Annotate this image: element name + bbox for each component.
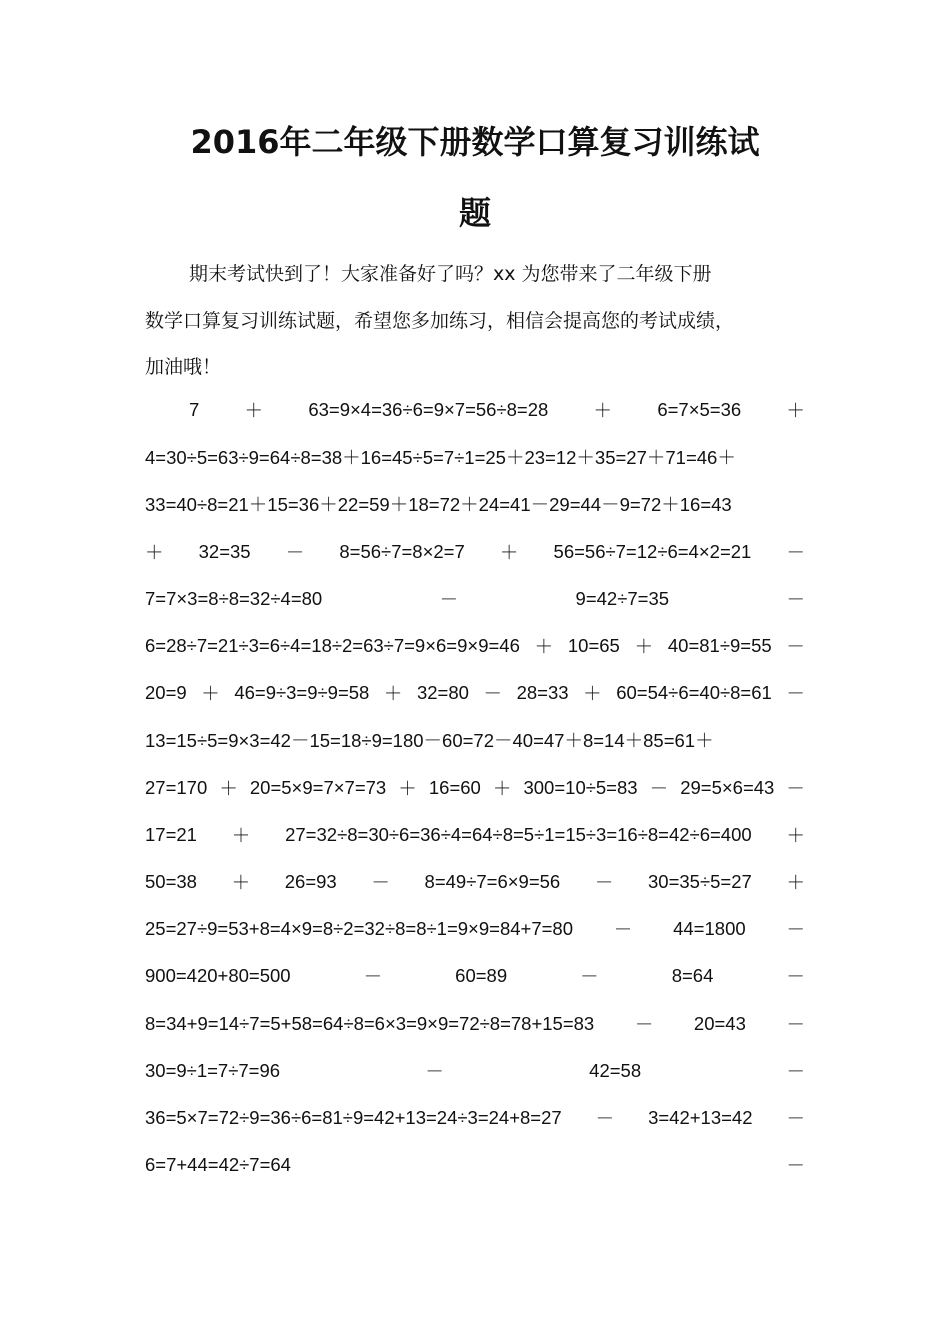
exercise-token: ＋ (145, 541, 164, 563)
exercise-token: － (786, 588, 805, 610)
exercise-token: 3=42+13=42 (648, 1107, 753, 1128)
exercise-token: － (786, 1108, 805, 1129)
exercise-token: － (786, 1013, 805, 1035)
exercise-token: 29=5×6=43 (680, 776, 775, 798)
exercise-token: 46=9÷3=9÷9=58 (234, 682, 370, 704)
exercise-token: 32=80 (416, 682, 469, 704)
exercise-row (145, 1105, 805, 1131)
exercise-token: ＋ (244, 400, 264, 421)
intro-paragraph-line: 加油哦！ (145, 356, 222, 378)
exercise-token: 30=9÷1=7÷7=96 (145, 1059, 281, 1081)
exercise-row (145, 963, 805, 989)
exercise-row (145, 1152, 805, 1178)
exercise-token: 60=54÷6=40÷8=61 (616, 682, 772, 704)
exercise-token: ＋ (593, 400, 613, 421)
exercise-token: 40=81÷9=55 (667, 635, 772, 656)
exercise-token: 17=21 (145, 823, 197, 845)
exercise-token: 8=49÷7=6×9=56 (424, 871, 561, 892)
exercise-token: ＋ (786, 872, 805, 893)
exercise-token: 56=56÷7=12÷6=4×2=21 (553, 540, 752, 562)
exercise-token: ＋ (534, 636, 554, 657)
exercise-row (189, 397, 805, 423)
exercise-row (145, 822, 805, 848)
exercise-token: － (786, 777, 805, 799)
exercise-token: ＋ (786, 400, 805, 421)
exercise-token: 8=64 (671, 965, 714, 987)
exercise-token: ＋ (201, 683, 220, 705)
exercise-token: 44=1800 (673, 918, 746, 940)
exercise-token: － (439, 588, 459, 610)
exercise-row (145, 444, 805, 470)
exercise-token: 8=56÷7=8×2=7 (339, 540, 465, 562)
exercise-token: 8=34+9=14÷7=5+58=64÷8=6×3=9×9=72÷8=78+15=83 (145, 1012, 595, 1034)
exercise-token: 16=60 (428, 776, 481, 798)
exercise-token: 4=30÷5=63÷9=64÷8=38＋16=45÷5=7÷1=25＋23=12＋35=27＋71=46＋ (145, 447, 736, 469)
exercise-token: － (371, 872, 390, 893)
exercise-row (145, 491, 805, 517)
exercise-token: ＋ (231, 872, 251, 893)
exercise-token: 20=5×9=7×7=73 (249, 776, 387, 798)
exercise-token: 27=32÷8=30÷6=36÷4=64÷8=5÷1=15÷3=16÷8=42÷6=400 (285, 823, 752, 845)
exercise-row (145, 727, 805, 753)
exercise-row (145, 869, 805, 895)
document-title-continued: 题 (458, 194, 491, 232)
exercise-token: － (363, 966, 383, 988)
exercise-row (145, 586, 805, 612)
document-title: 2016年二年级下册数学口算复习训练试 (190, 123, 760, 161)
exercise-row (145, 1011, 805, 1037)
exercise-token: 60=89 (455, 965, 508, 987)
exercise-token: 33=40÷8=21＋15=36＋22=59＋18=72＋24=41－29=44－9=72＋16=43 (145, 494, 732, 516)
exercise-token: 25=27÷9=53+8=4×9=8÷2=32÷8=8÷1=9×9=84+7=80 (145, 918, 573, 940)
exercise-token: 63=9×4=36÷6=9×7=56÷8=28 (308, 399, 549, 420)
exercise-token: － (634, 1013, 654, 1035)
exercise-token: ＋ (398, 777, 417, 799)
exercise-token: － (483, 683, 503, 705)
exercise-token: － (786, 683, 805, 705)
exercise-token: － (580, 966, 599, 988)
exercise-token: 13=15÷5=9×3=42－15=18÷9=180－60=72－40=47＋8=14＋85=61＋ (145, 730, 714, 752)
exercise-token: － (786, 541, 805, 563)
exercise-token: 10=65 (567, 635, 620, 656)
exercise-token: 32=35 (198, 540, 251, 562)
exercise-token: ＋ (786, 824, 805, 846)
exercise-token: 50=38 (145, 871, 197, 892)
exercise-token: － (786, 1155, 805, 1177)
exercise-token: 6=7×5=36 (657, 399, 742, 420)
exercise-token: － (786, 636, 805, 657)
exercise-token: － (594, 872, 614, 893)
exercise-token: 30=35÷5=27 (648, 871, 752, 892)
exercise-token: ＋ (231, 824, 251, 846)
exercise-row (145, 775, 805, 801)
exercise-row (145, 916, 805, 942)
exercise-token: 36=5×7=72÷9=36÷6=81÷9=42+13=24÷3=24+8=27 (145, 1107, 562, 1128)
exercise-row (145, 633, 805, 659)
exercise-token: 28=33 (516, 682, 569, 704)
exercise-token: 7=7×3=8÷8=32÷4=80 (145, 587, 323, 609)
exercise-token: 6=28÷7=21÷3=6÷4=18÷2=63÷7=9×6=9×9=46 (145, 635, 520, 656)
exercise-token: 26=93 (284, 871, 337, 892)
exercise-token: － (786, 966, 805, 988)
exercise-token: 6=7+44=42÷7=64 (145, 1154, 291, 1176)
exercise-token: 900=420+80=500 (145, 965, 291, 987)
exercise-row (145, 539, 805, 565)
exercise-token: － (649, 777, 669, 799)
exercise-token: － (595, 1108, 615, 1129)
intro-paragraph-line: 期末考试快到了！大家准备好了吗？xx 为您带来了二年级下册 (189, 263, 712, 285)
exercise-token: 9=42÷7=35 (575, 587, 670, 609)
exercise-token: ＋ (583, 683, 602, 705)
exercise-token: 7 (189, 399, 200, 420)
exercise-token: 20=43 (693, 1012, 746, 1034)
exercise-token: ＋ (219, 777, 238, 799)
exercise-token: － (613, 919, 633, 941)
exercise-token: － (425, 1060, 444, 1082)
exercise-token: － (786, 1060, 805, 1082)
exercise-token: ＋ (499, 541, 519, 563)
exercise-token: ＋ (492, 777, 512, 799)
exercise-row (145, 1058, 805, 1084)
exercise-token: ＋ (383, 683, 403, 705)
exercise-token: 20=9 (145, 682, 187, 704)
exercise-row (145, 680, 805, 706)
exercise-token: － (786, 919, 805, 941)
exercise-token: － (285, 541, 305, 563)
exercise-token: 300=10÷5=83 (523, 776, 638, 798)
exercise-token: 27=170 (145, 776, 208, 798)
exercise-token: ＋ (634, 636, 654, 657)
exercise-token: 42=58 (589, 1059, 642, 1081)
intro-paragraph-line: 数学口算复习训练试题，希望您多加练习，相信会提高您的考试成绩， (145, 310, 735, 332)
